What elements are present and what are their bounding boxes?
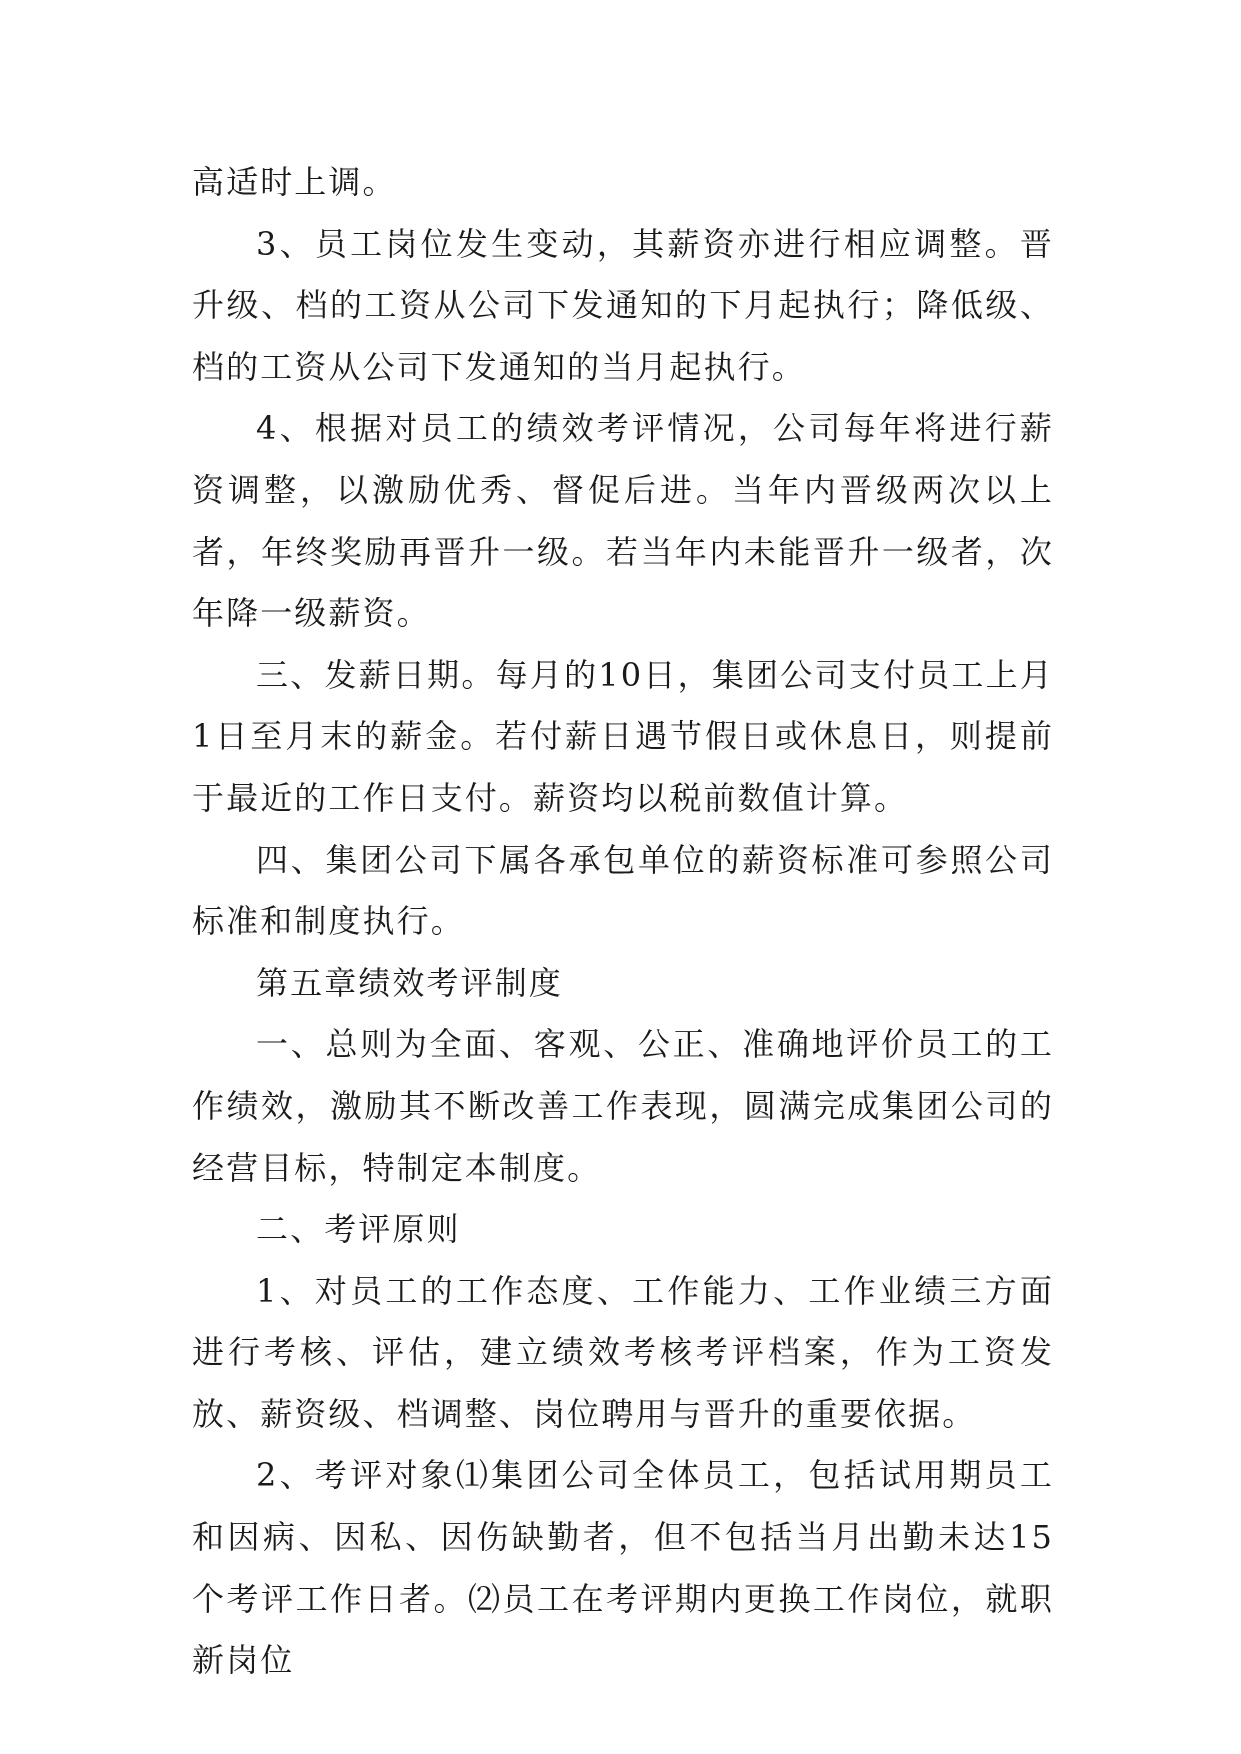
section-heading-review-principles: 二、考评原则 (256, 1210, 461, 1249)
paragraph-general-principles: 一、总则为全面、客观、公正、准确地评价员工的工作绩效，激励其不断改善工作表现，圆满完成集团公司的经营目标，特制定本制度。 (192, 1025, 1054, 1187)
paragraph-performance-salary-adjust: 4、根据对员工的绩效考评情况，公司每年将进行薪资调整，以激励优秀、督促后进。当年内晋级两次以上者，年终奖励再晋升一级。若当年内未能晋升一级者，次年降一级薪资。 (192, 409, 1054, 633)
paragraph-subsidiary-standards: 四、集团公司下属各承包单位的薪资标准可参照公司标准和制度执行。 (192, 840, 1054, 941)
paragraph-position-change-salary: 3、员工岗位发生变动，其薪资亦进行相应调整。晋升级、档的工资从公司下发通知的下月起执行；降低级、档的工资从公司下发通知的当月起执行。 (192, 224, 1054, 386)
paragraph-salary-adjust-continuation: 高适时上调。 (192, 163, 397, 201)
chapter-heading-performance-review: 第五章绩效考评制度 (256, 963, 563, 1002)
paragraph-pay-date: 三、发薪日期。每月的10日，集团公司支付员工上月1日至月末的薪金。若付薪日遇节假日或休息日，则提前于最近的工作日支付。薪资均以税前数值计算。 (192, 655, 1054, 817)
paragraph-review-subjects: 2、考评对象⑴集团公司全体员工，包括试用期员工和因病、因私、因伤缺勤者，但不包括当月出勤未达15个考评工作日者。⑵员工在考评期内更换工作岗位，就职新岗位 (192, 1456, 1054, 1680)
paragraph-review-dimensions: 1、对员工的工作态度、工作能力、工作业绩三方面进行考核、评估，建立绩效考核考评档案，作为工资发放、薪资级、档调整、岗位聘用与晋升的重要依据。 (192, 1271, 1054, 1433)
document-body (192, 152, 1054, 1692)
